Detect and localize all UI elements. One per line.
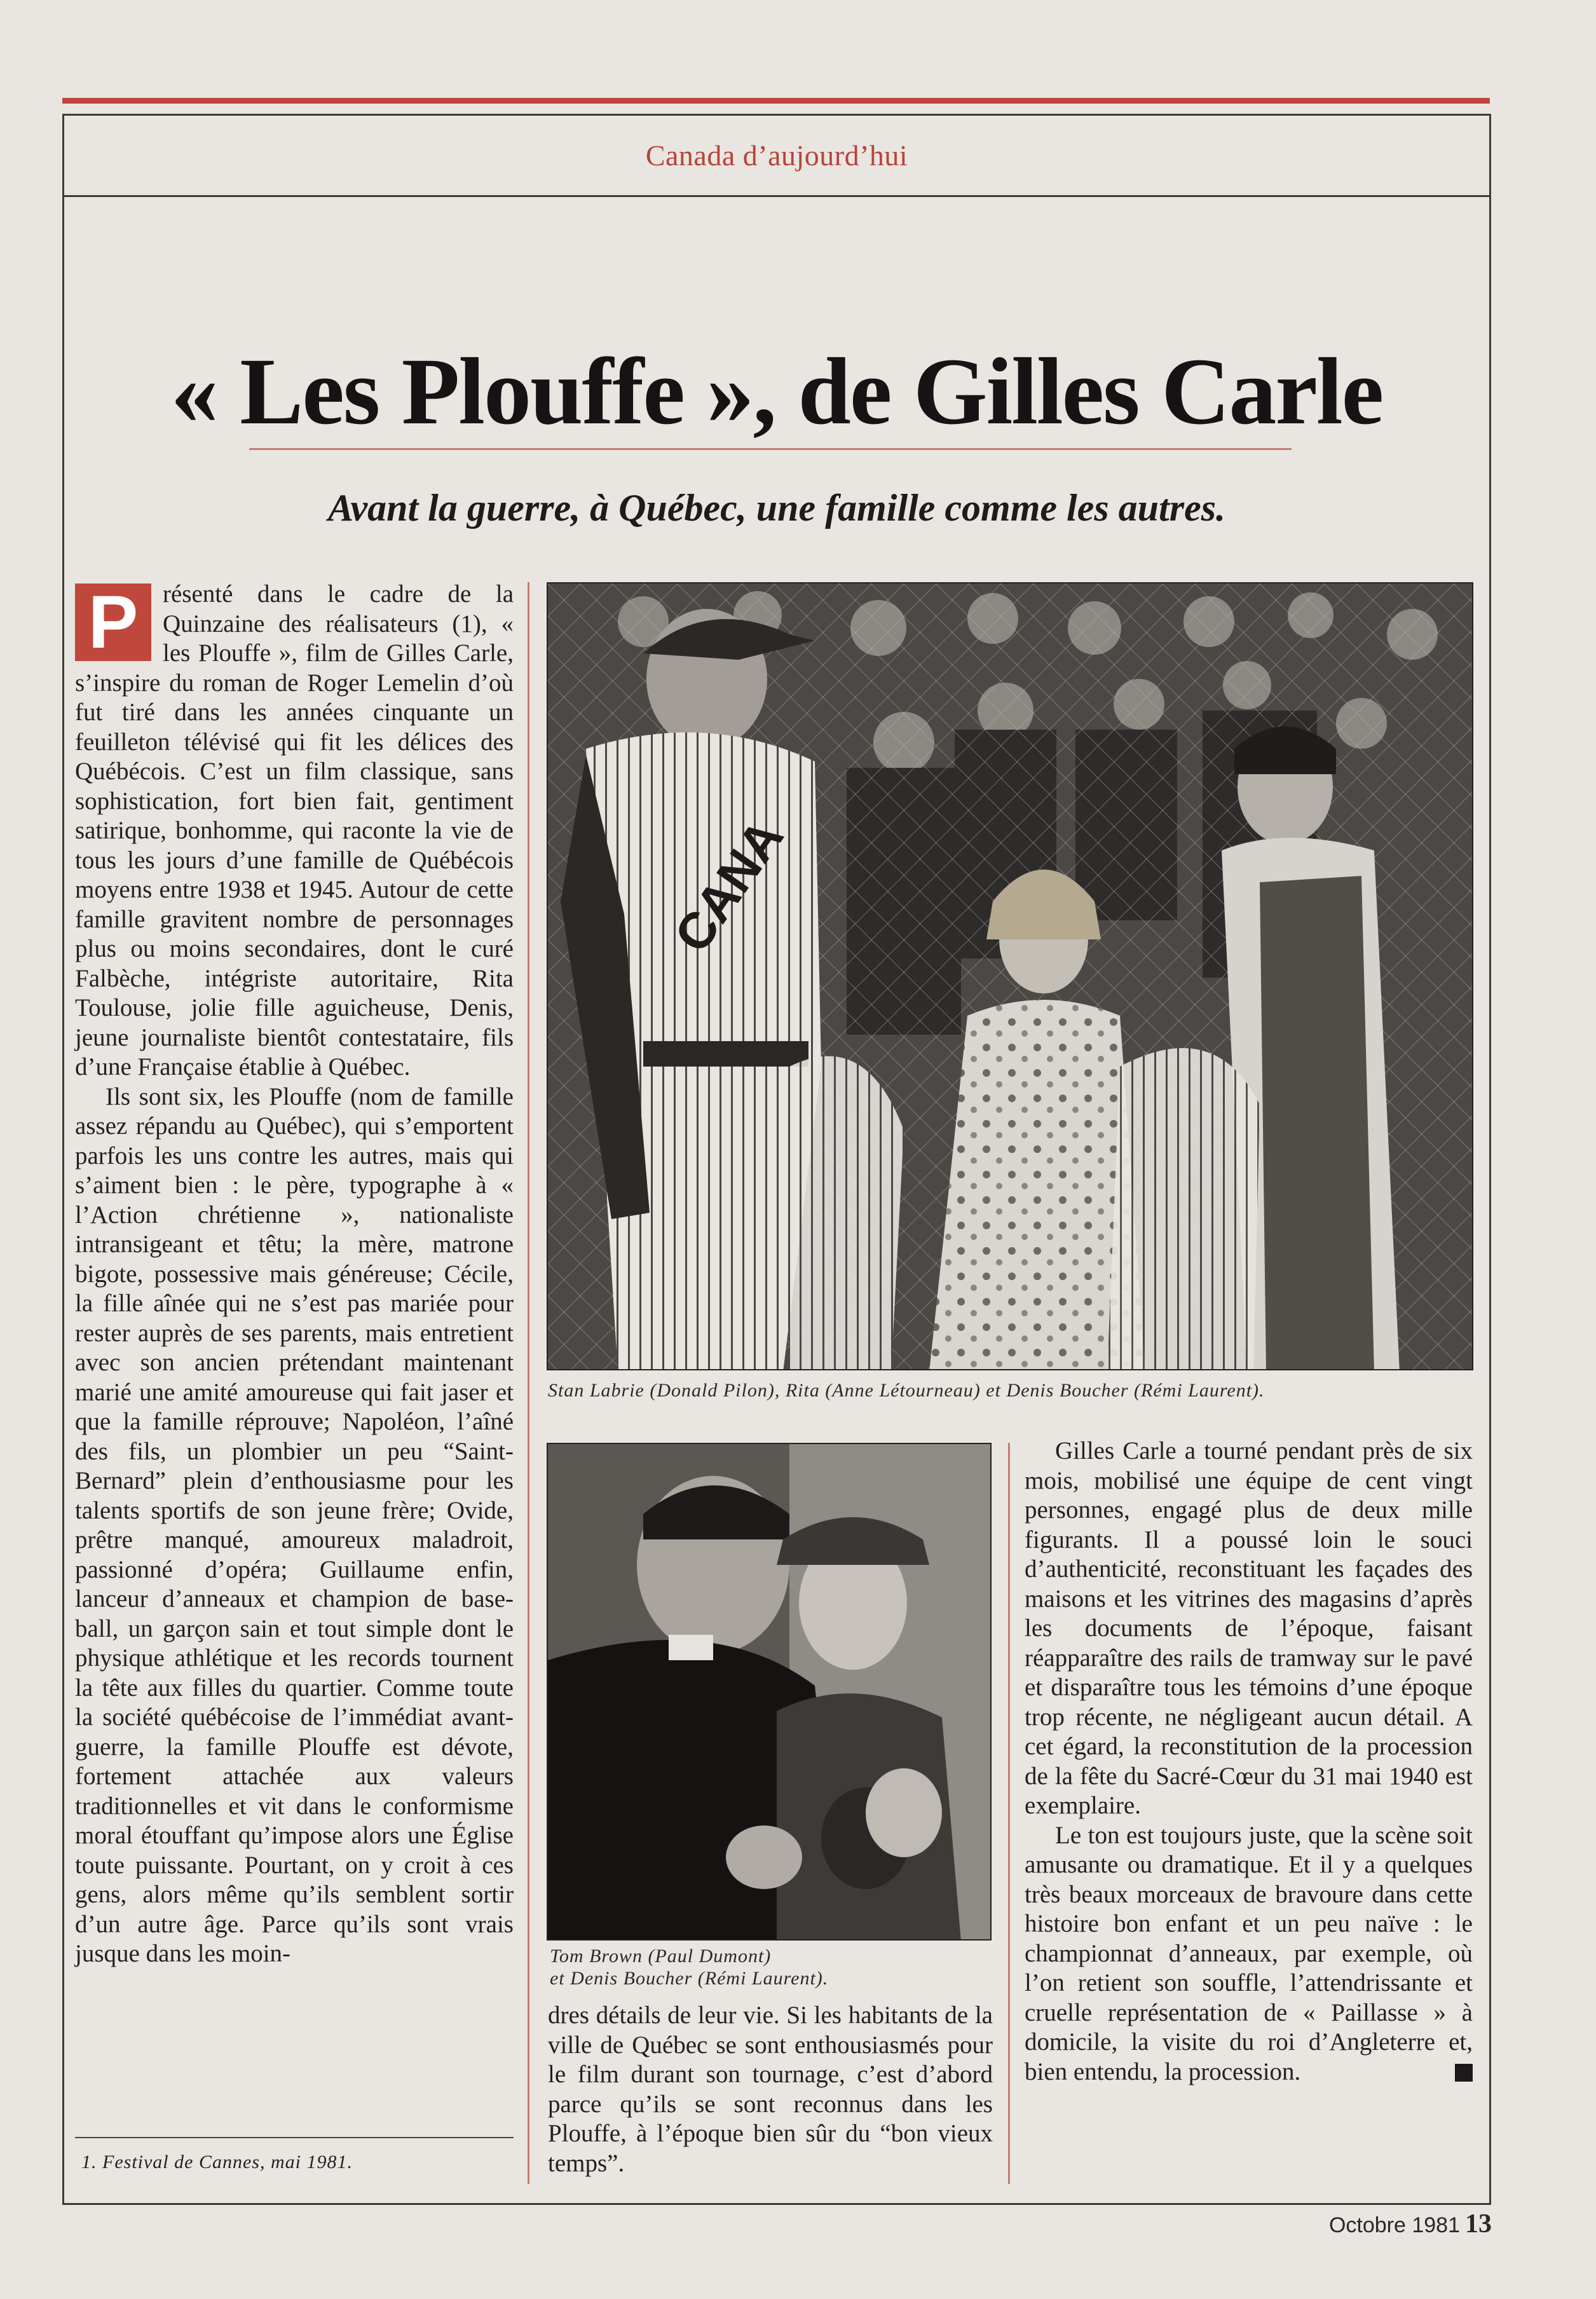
film-still-priest-photo — [547, 1443, 992, 1941]
column-rule-left — [528, 582, 529, 2184]
drop-cap: P — [75, 583, 151, 661]
footnote-rule — [75, 2137, 514, 2138]
photo-caption-main: Stan Labrie (Donald Pilon), Rita (Anne Létourneau) et Denis Boucher (Rémi Laurent). — [548, 1380, 1265, 1401]
page-number: 13 — [1465, 2209, 1492, 2239]
paragraph-1-text: résenté dans le cadre de la Quinzaine des réalisateurs (1), « les Plouffe », film de Gilles Carle, s’inspire du roman de Roger Lemelin d’où fut tiré dans les années cinquante un feuilleton télévisé qui fit les délices des Québécois. C’est un film classique, sans sophistication, fort bien fait, gentiment satirique, bonhomme, qui raconte la vie de tous les jours d’une famille de Québécois moyens entre 1938 et 1945. Autour de cette famille gravitent nombre de personnages plus ou moins secondaires, dont le curé Falbèche, intégriste autoritaire, Rita Toulouse, jolie fille aguicheuse, Denis, jeune journaliste bientôt contestataire, fils d’une Française établie à Québec. — [75, 580, 514, 1081]
photo-illustration-small — [548, 1444, 992, 1941]
caption-line-1: Tom Brown (Paul Dumont) — [550, 1946, 772, 1967]
photo-caption-secondary — [550, 1945, 995, 1989]
column-2 — [548, 2001, 993, 2178]
section-label: Canada d’aujourd’hui — [645, 139, 908, 172]
article-title: « Les Plouffe », de Gilles Carle — [170, 339, 1383, 444]
end-of-article-mark — [1455, 2064, 1473, 2082]
title-rule — [249, 448, 1292, 450]
film-still-baseball-photo — [547, 582, 1473, 1370]
top-accent-rule — [62, 98, 1490, 104]
issue-date: Octobre 1981 — [1328, 2213, 1460, 2237]
page-footer — [1329, 2209, 1492, 2239]
paragraph-4: Gilles Carle a tourné pendant près de six mois, mobilisé une équipe de cent vingt personnes, engagé plus de deux mille figurants. Il a poussé loin le souci d’authenticité, reconstituant les façades des maisons et les vitrines des magasins d’après les documents de l’époque, faisant réapparaître des rails de tramway sur le pavé et disparaître tous les témoins d’une époque trop récente, ne négligeant aucun détail. A cet égard, la reconstitution de la procession de la fête du Sacré-Cœur du 31 mai 1940 est exemplaire. — [1025, 1437, 1473, 1819]
paragraph-5-text: Le ton est toujours juste, que la scène soit amusante ou dramatique. Et il y a quelques très beaux morceaux de bravoure dans cette histoire bon enfant et un peu naïve : le championnat d’anneaux, par exemple, où l’on retient son souffle, l’attendrissante et cruelle représentation de « Paillasse » à domicile, la visite du roi d’Angleterre et, bien entendu, la procession. — [1025, 1821, 1473, 2085]
paragraph-3: dres détails de leur vie. Si les habitants de la ville de Québec se sont enthousiasmés pour le film durant son tournage, c’est d’abord parce qu’ils se sont reconnus dans les Plouffe, à l’époque bien sûr du “bon vieux temps”. — [548, 2002, 993, 2177]
column-3 — [1025, 1436, 1473, 2087]
jersey-lettering: CANA — [663, 809, 795, 962]
column-1 — [75, 580, 514, 1969]
photo-illustration — [548, 583, 1473, 1370]
caption-line-2: et Denis Boucher (Rémi Laurent). — [550, 1968, 829, 1989]
paragraph-5 — [1025, 1821, 1473, 2087]
column-rule-right — [1008, 1443, 1010, 2184]
section-header — [64, 116, 1489, 197]
paragraph-1 — [75, 580, 514, 1082]
article-subtitle: Avant la guerre, à Québec, une famille comme les autres. — [327, 487, 1226, 529]
footnote: 1. Festival de Cannes, mai 1981. — [81, 2152, 353, 2173]
paragraph-2: Ils sont six, les Plouffe (nom de famille assez répandu au Québec), qui s’emportent parfois les uns contre les autres, mais qui s’aiment bien : le père, typographe à « l’Action chrétienne », nationaliste intransigeant et têtu; la mère, matrone bigote, possessive mais généreuse; Cécile, la fille aînée qui ne s’est pas mariée pour rester auprès de ses parents, mais entretient avec son ancien prétendant maintenant marié une amité amoureuse qui fait jaser et que la famille réprouve; Napoléon, l’aîné des fils, un plombier un peu “Saint-Bernard” plein d’enthousiasme pour les talents sportifs de son jeune frère; Ovide, prêtre manqué, amoureux maladroit, passionné d’opéra; Guillaume enfin, lanceur d’anneaux et champion de base-ball, un garçon sain et tout simple dont le physique athlétique et les records tournent la tête aux filles du quartier. Comme toute la société québécoise de l’immédiat avant-guerre, la famille Plouffe est dévote, fortement attachée aux valeurs traditionnelles et vit dans le conformisme moral étouffant qu’impose alors une Église toute puissante. Pourtant, on y croit à ces gens, alors même qu’ils semblent sortir d’un autre âge. Parce qu’ils sont vrais jusque dans les moin- — [75, 1082, 514, 1967]
